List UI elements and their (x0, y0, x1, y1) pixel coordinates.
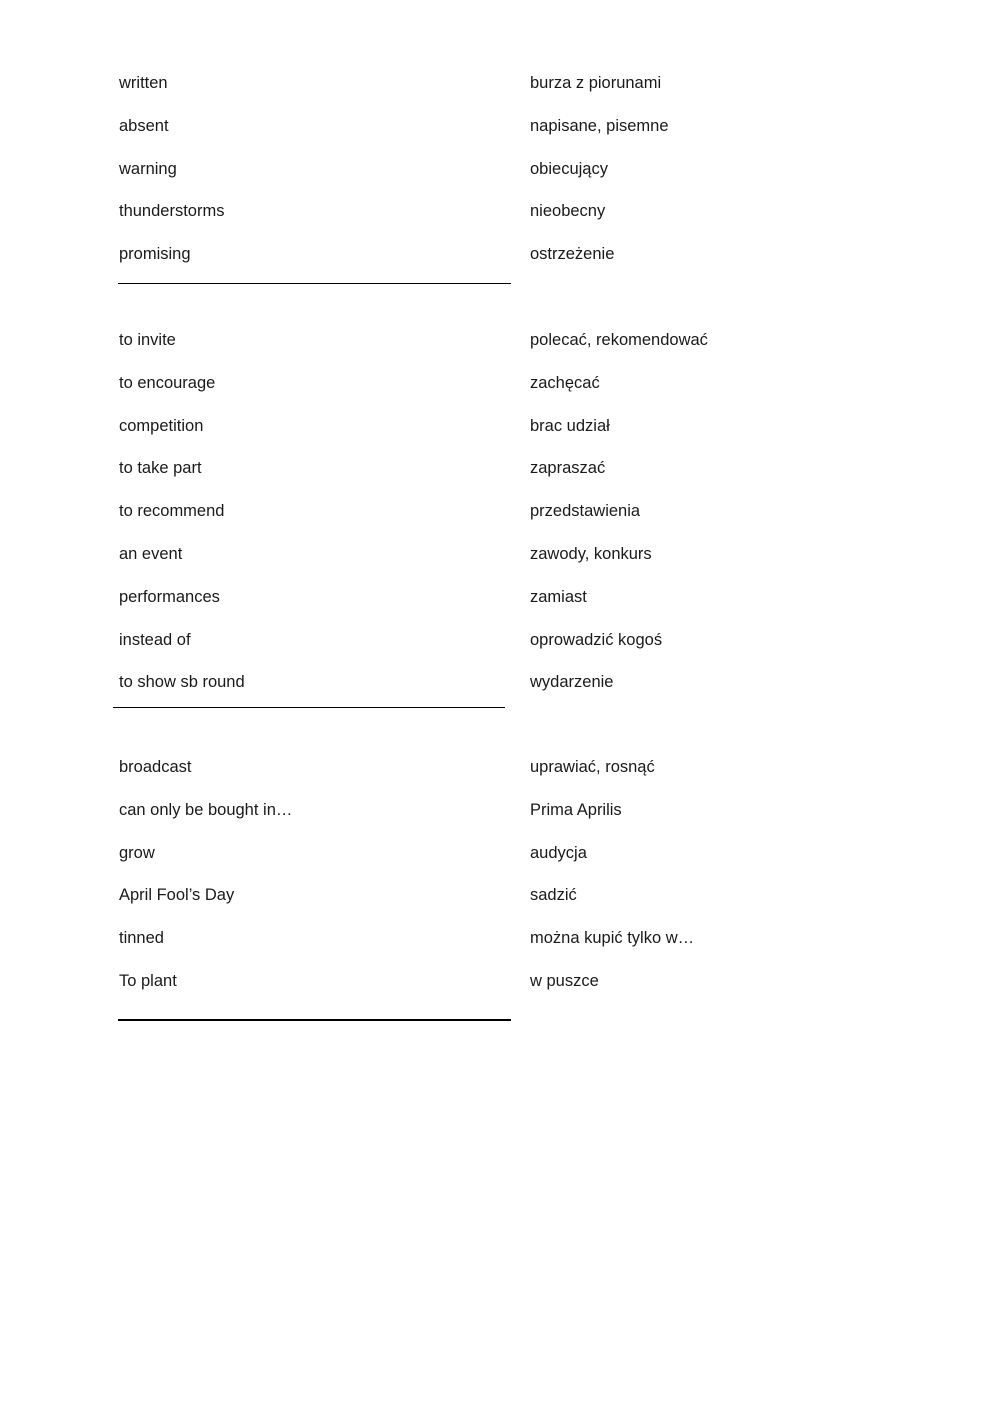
english-term: to recommend (119, 502, 225, 521)
section-divider (118, 1019, 511, 1021)
vocab-row (0, 458, 1000, 501)
vocab-row (0, 928, 1000, 971)
polish-translation: brac udział (530, 416, 610, 435)
vocab-row (0, 501, 1000, 544)
vocab-row (0, 843, 1000, 886)
vocab-row (0, 885, 1000, 928)
english-term: to invite (119, 331, 176, 349)
polish-translation: ostrzeżenie (530, 245, 615, 264)
english-term: grow (119, 843, 155, 862)
vocab-row (0, 757, 1000, 800)
vocab-row (0, 201, 1000, 244)
polish-translation: można kupić tylko w… (530, 929, 695, 948)
polish-translation: wydarzenie (530, 673, 614, 692)
polish-translation: zawody, konkurs (530, 544, 652, 563)
vocab-section-1 (0, 73, 1000, 287)
polish-translation: zachęcać (530, 373, 600, 392)
english-term: written (119, 74, 168, 92)
english-term: April Fool’s Day (119, 886, 235, 905)
polish-translation: napisane, pisemne (530, 116, 669, 135)
english-term: an event (119, 544, 183, 563)
polish-translation: polecać, rekomendować (530, 331, 708, 349)
polish-translation: burza z piorunami (530, 74, 662, 92)
polish-translation: w puszce (530, 971, 599, 990)
polish-translation: sadzić (530, 886, 577, 905)
polish-translation: audycja (530, 843, 587, 862)
vocab-row (0, 672, 1000, 715)
english-term: tinned (119, 929, 164, 948)
english-term: promising (119, 245, 191, 264)
vocab-row (0, 800, 1000, 843)
vocab-row (0, 116, 1000, 159)
vocab-row (0, 330, 1000, 373)
english-term: to show sb round (119, 673, 245, 692)
english-term: absent (119, 116, 169, 135)
vocab-row (0, 587, 1000, 630)
polish-translation: Prima Aprilis (530, 800, 622, 819)
polish-translation: zamiast (530, 587, 587, 606)
polish-translation: zapraszać (530, 459, 606, 478)
vocab-row (0, 244, 1000, 287)
vocab-row (0, 416, 1000, 459)
vocab-section-2 (0, 330, 1000, 715)
english-term: competition (119, 416, 204, 435)
english-term: thunderstorms (119, 202, 225, 221)
english-term: performances (119, 587, 220, 606)
english-term: To plant (119, 971, 177, 990)
english-term: can only be bought in… (119, 800, 293, 819)
vocab-row (0, 159, 1000, 202)
vocab-row (0, 630, 1000, 673)
section-divider (118, 283, 511, 284)
english-term: broadcast (119, 758, 192, 776)
polish-translation: przedstawienia (530, 502, 641, 521)
english-term: to take part (119, 459, 202, 478)
vocab-row (0, 73, 1000, 116)
polish-translation: uprawiać, rosnąć (530, 758, 655, 776)
english-term: to encourage (119, 373, 216, 392)
english-term: warning (119, 159, 177, 178)
polish-translation: oprowadzić kogoś (530, 630, 663, 649)
vocab-row (0, 373, 1000, 416)
english-term: instead of (119, 630, 191, 649)
vocab-row (0, 971, 1000, 1014)
polish-translation: nieobecny (530, 202, 606, 221)
polish-translation: obiecujący (530, 159, 608, 178)
vocab-row (0, 544, 1000, 587)
section-divider (113, 707, 505, 708)
vocab-section-3 (0, 757, 1000, 1014)
